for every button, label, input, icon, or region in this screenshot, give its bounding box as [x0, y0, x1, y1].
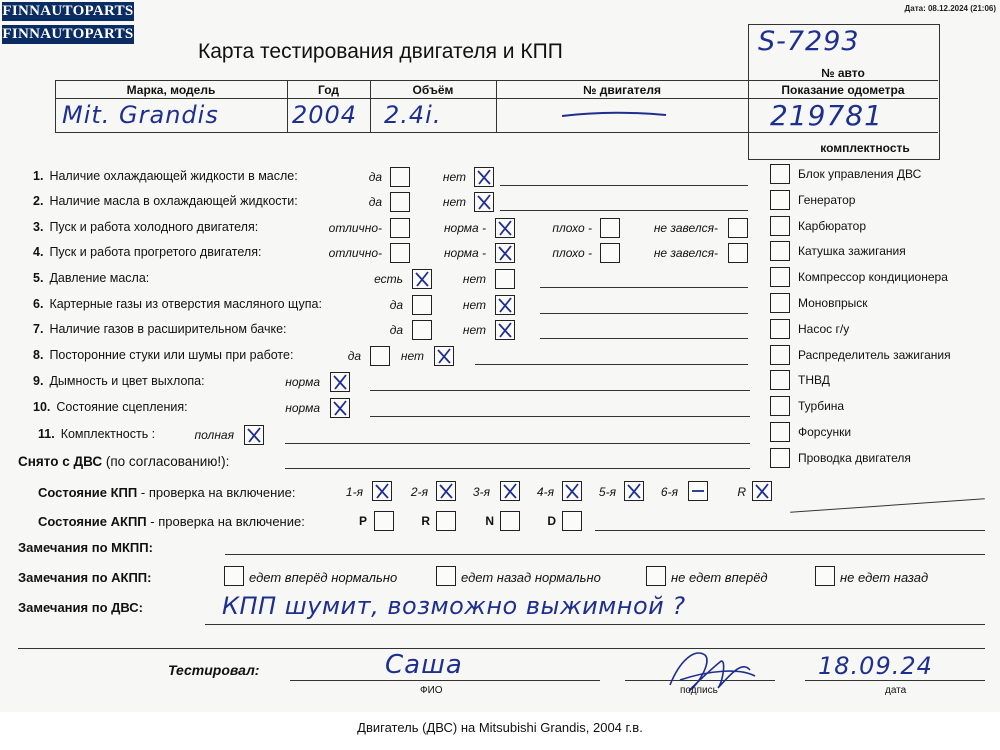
mkpp-label: Состояние КПП - проверка на включение: [38, 485, 296, 500]
akpp-gear-label: N [485, 514, 494, 528]
kit-item-label: Проводка двигателя [798, 450, 911, 465]
question-8-checkbox[interactable] [434, 346, 454, 366]
mkpp-gear-checkbox[interactable] [688, 481, 708, 501]
question-1-line [500, 185, 748, 186]
date-line [805, 680, 985, 681]
check-cross-icon [475, 193, 493, 211]
akpp-gear-checkbox[interactable] [500, 511, 520, 531]
check-cross-icon [373, 482, 391, 500]
kit-item-label: Форсунки [798, 425, 852, 439]
question-5: 5. Давление масла: [33, 271, 150, 285]
question-11-option-label: полная [194, 428, 234, 442]
question-9-line [370, 390, 750, 391]
kit-item-checkbox[interactable] [770, 293, 790, 313]
kit-item-label: Распределитель зажигания [798, 347, 951, 362]
kit-item-checkbox[interactable] [770, 241, 790, 261]
question-1-checkbox[interactable] [390, 167, 410, 187]
header-line-bottom [55, 132, 938, 133]
question-6-checkbox[interactable] [495, 295, 515, 315]
question-2-option-label: да [368, 195, 382, 209]
question-8: 8. Посторонние стуки или шумы при работе: [33, 348, 294, 362]
fio-caption: ФИО [420, 685, 443, 696]
dash-mark-icon [689, 482, 707, 500]
kit-item-checkbox[interactable] [770, 345, 790, 365]
check-cross-icon [413, 270, 431, 288]
question-4-option-label: отлично- [328, 246, 382, 260]
remarks-dvs-label: Замечания по ДВС: [18, 600, 143, 615]
mkpp-gear-label: 5-я [598, 485, 616, 499]
akpp-remark-checkbox[interactable] [646, 566, 666, 586]
kit-item-label: Катушка зажигания [798, 244, 906, 259]
question-10: 10. Состояние сцепления: [33, 400, 188, 414]
col-header-model: Марка, модель [126, 83, 216, 97]
kit-item-label: Карбюратор [798, 218, 867, 233]
odometer-value: 219781 [770, 99, 883, 132]
kit-item-checkbox[interactable] [770, 164, 790, 184]
check-cross-icon [331, 399, 349, 417]
mkpp-gear-label: R [737, 485, 746, 499]
question-3: 3. Пуск и работа холодного двигателя: [33, 220, 259, 234]
col-header-year: Год [318, 83, 339, 97]
question-4-checkbox[interactable] [600, 243, 620, 263]
check-cross-icon [496, 219, 514, 237]
check-cross-icon [437, 482, 455, 500]
question-7: 7. Наличие газов в расширительном бачке: [33, 322, 287, 336]
question-5-option-label: есть [374, 272, 403, 286]
remarks-dvs-line-2 [18, 648, 985, 649]
question-8-line [475, 364, 748, 365]
akpp-gear-checkbox[interactable] [436, 511, 456, 531]
kit-item-label: Генератор [798, 192, 856, 207]
question-7-option-label: нет [462, 323, 486, 337]
kit-item-label: ТНВД [798, 373, 830, 388]
removed-from-engine-label: Снято с ДВС (по согласованию!): [18, 454, 230, 469]
volume-value: 2.4i. [384, 101, 442, 129]
question-4-checkbox[interactable] [728, 243, 748, 263]
kit-item-label: Насос г/у [798, 321, 850, 336]
check-cross-icon [496, 321, 514, 339]
remarks-dvs-text: КПП шумит, возможно выжимной ? [222, 592, 686, 620]
akpp-remark-checkbox[interactable] [815, 566, 835, 586]
watermark-line-2: FINNAUTOPARTS [2, 26, 134, 42]
question-3-checkbox[interactable] [495, 218, 515, 238]
question-2: 2. Наличие масла в охлаждающей жидкости: [33, 194, 298, 208]
akpp-gear-label: P [358, 514, 367, 528]
question-3-option-label: плохо - [552, 221, 592, 235]
mkpp-gear-label: 6-я [660, 485, 678, 499]
akpp-line [595, 530, 985, 531]
check-cross-icon [753, 482, 771, 500]
check-cross-icon [625, 482, 643, 500]
question-4-checkbox[interactable] [495, 243, 515, 263]
remarks-mkpp-label: Замечания по МКПП: [18, 540, 153, 555]
akpp-remark-label: едет назад нормально [461, 570, 601, 585]
test-date: 18.09.24 [818, 652, 933, 680]
kit-item-checkbox[interactable] [770, 319, 790, 339]
check-cross-icon [475, 168, 493, 186]
image-caption: Двигатель (ДВС) на Mitsubishi Grandis, 2004 г.в. [357, 720, 643, 735]
mkpp-gear-checkbox[interactable] [372, 481, 392, 501]
question-6-option-label: нет [462, 298, 486, 312]
kit-item-checkbox[interactable] [770, 422, 790, 442]
model-value: Mit. Grandis [62, 101, 219, 129]
question-2-option-label: нет [442, 195, 466, 209]
col-header-volume: Объём [412, 83, 454, 97]
question-5-checkbox[interactable] [495, 269, 515, 289]
mkpp-gear-label: 4-я [536, 485, 554, 499]
mkpp-gear-label: 3-я [472, 485, 490, 499]
remarks-akpp-label: Замечания по АКПП: [18, 570, 152, 585]
akpp-gear-label: R [421, 514, 430, 528]
akpp-gear-checkbox[interactable] [562, 511, 582, 531]
fio-line [290, 680, 600, 681]
kit-item-checkbox[interactable] [770, 267, 790, 287]
question-4-option-label: норма - [443, 246, 486, 260]
question-3-checkbox[interactable] [728, 218, 748, 238]
question-7-line [540, 338, 748, 339]
question-6-option-label: да [389, 298, 403, 312]
question-8-option-label: да [347, 349, 361, 363]
year-value: 2004 [292, 101, 358, 129]
kit-item-checkbox[interactable] [770, 216, 790, 236]
question-2-checkbox[interactable] [390, 192, 410, 212]
question-10-option-label: норма [285, 401, 320, 415]
question-7-checkbox[interactable] [412, 320, 432, 340]
question-2-line [500, 210, 748, 211]
question-6: 6. Картерные газы из отверстия масляного щупа: [33, 297, 322, 311]
mkpp-gear-checkbox[interactable] [752, 481, 772, 501]
question-11-line [285, 443, 750, 444]
tester-name: Саша [385, 650, 463, 680]
mkpp-gear-checkbox[interactable] [500, 481, 520, 501]
question-10-line [370, 416, 750, 417]
question-6-checkbox[interactable] [412, 295, 432, 315]
page-title: Карта тестирования двигателя и КПП [198, 40, 563, 63]
question-8-option-label: нет [400, 349, 424, 363]
question-4-checkbox[interactable] [390, 243, 410, 263]
akpp-remark-label: не едет вперёд [671, 570, 768, 585]
question-9-checkbox[interactable] [330, 372, 350, 392]
question-1-checkbox[interactable] [474, 167, 494, 187]
akpp-remark-checkbox[interactable] [436, 566, 456, 586]
question-1-option-label: нет [442, 170, 466, 184]
kit-item-label: Турбина [798, 399, 845, 414]
date-stamp: Дата: 08.12.2024 (21:06) [904, 4, 996, 13]
question-7-option-label: да [389, 323, 403, 337]
question-11-checkbox[interactable] [244, 425, 264, 445]
check-cross-icon [435, 347, 453, 365]
check-cross-icon [501, 482, 519, 500]
kit-item-checkbox[interactable] [770, 370, 790, 390]
kit-item-checkbox[interactable] [770, 448, 790, 468]
mkpp-gear-checkbox[interactable] [436, 481, 456, 501]
akpp-label: Состояние АКПП - проверка на включение: [38, 514, 305, 529]
akpp-gear-label: D [547, 514, 556, 528]
check-cross-icon [496, 244, 514, 262]
kit-item-label: Компрессор кондиционера [798, 270, 948, 285]
mkpp-gear-checkbox[interactable] [562, 481, 582, 501]
check-cross-icon [496, 296, 514, 314]
check-cross-icon [563, 482, 581, 500]
question-1: 1. Наличие охлаждающей жидкости в масле: [33, 169, 298, 183]
col-header-engine-number: № двигателя [583, 83, 661, 97]
stock-number-handwritten: S-7293 [758, 26, 860, 57]
mkpp-gear-checkbox[interactable] [624, 481, 644, 501]
question-2-checkbox[interactable] [474, 192, 494, 212]
question-9: 9. Дымность и цвет выхлопа: [33, 374, 205, 388]
mkpp-gear-label: 1-я [345, 485, 363, 499]
signature-caption: подпись [680, 685, 718, 696]
kit-item-label: Моновпрыск [798, 296, 868, 310]
check-cross-icon [331, 373, 349, 391]
akpp-remark-label: едет вперёд нормально [249, 570, 398, 585]
question-3-checkbox[interactable] [600, 218, 620, 238]
akpp-gear-checkbox[interactable] [374, 511, 394, 531]
question-4-option-label: плохо - [552, 246, 592, 260]
akpp-remark-checkbox[interactable] [224, 566, 244, 586]
question-3-option-label: отлично- [328, 221, 382, 235]
question-9-option-label: норма [285, 375, 320, 389]
question-7-checkbox[interactable] [495, 320, 515, 340]
question-5-checkbox[interactable] [412, 269, 432, 289]
tested-by-label: Тестировал: [168, 662, 260, 678]
question-11: 11. Комплектность : [38, 427, 156, 441]
kit-item-checkbox[interactable] [770, 396, 790, 416]
kit-title: комплектность [820, 141, 910, 155]
col-header-odometer: Показание одометра [781, 83, 905, 97]
question-4: 4. Пуск и работа прогретого двигателя: [33, 245, 262, 259]
mkpp-gear-label: 2-я [410, 485, 428, 499]
engine-number-dash [560, 108, 670, 120]
question-3-checkbox[interactable] [390, 218, 410, 238]
question-1-option-label: да [368, 170, 382, 184]
question-3-option-label: не завелся- [653, 221, 718, 235]
question-5-line [540, 287, 748, 288]
question-3-option-label: норма - [443, 221, 486, 235]
watermark-line-1: FINNAUTOPARTS [2, 3, 134, 19]
question-6-line [540, 313, 748, 314]
remarks-dvs-line-1 [205, 624, 985, 625]
akpp-remark-label: не едет назад [840, 570, 929, 585]
kit-item-checkbox[interactable] [770, 190, 790, 210]
check-cross-icon [245, 426, 263, 444]
question-10-checkbox[interactable] [330, 398, 350, 418]
question-8-checkbox[interactable] [370, 346, 390, 366]
question-5-option-label: нет [462, 272, 486, 286]
question-4-option-label: не завелся- [653, 246, 718, 260]
removed-line [285, 468, 750, 469]
auto-number-label: № авто [821, 66, 865, 80]
remarks-mkpp-line [225, 554, 985, 555]
kit-item-label: Блок управления ДВС [798, 167, 922, 181]
date-caption: дата [885, 685, 907, 696]
